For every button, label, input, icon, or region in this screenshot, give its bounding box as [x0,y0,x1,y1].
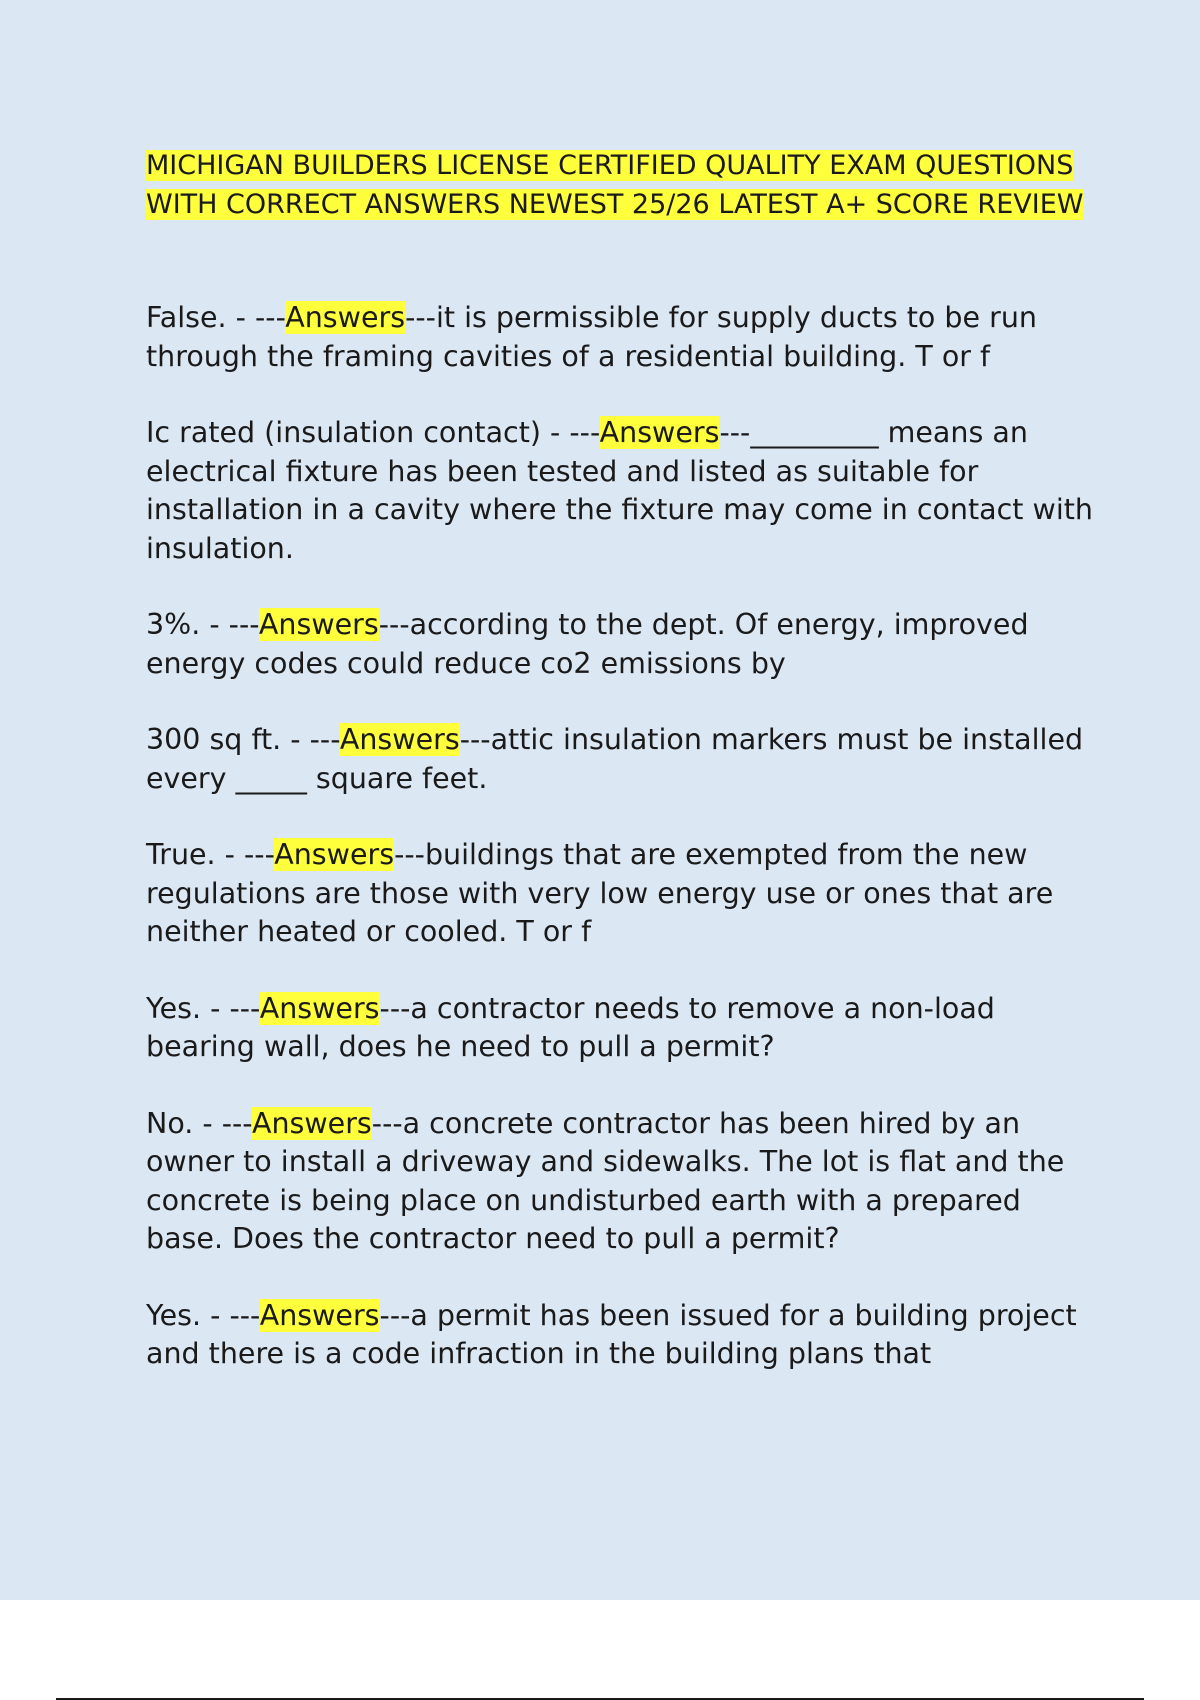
answer-text: False. [146,301,227,334]
document-title [146,146,1106,224]
separator-before: - --- [200,608,259,641]
separator-after: --- [379,991,411,1025]
answer-text: 3%. [146,608,201,641]
separator-before: - --- [226,301,286,334]
qa-item [146,990,1106,1067]
qa-item [146,299,1106,376]
question-text: buildings that are exempted from the new regulations are those with very low energy use or ones that are neither heated or cooled. T or f [146,838,1054,948]
separator-before: - --- [201,1298,260,1332]
answers-marker: Answers [285,301,406,334]
answers-marker: Answers [251,1106,372,1140]
answer-text: Yes. [146,991,202,1025]
separator-after: --- [719,416,751,449]
separator-before: - --- [541,416,600,449]
question-text: it is permissible for supply ducts to be run through the framing cavities of a residential building. T or f [146,301,1037,373]
separator-after: --- [459,723,491,756]
answers-marker: Answers [339,723,460,756]
answers-marker: Answers [274,838,395,871]
question-text: a concrete contractor has been hired by an owner to install a driveway and sidewalks. The lot is flat and the concrete is being place on undisturbed earth with a prepared base. Does the contractor need to pull a permit? [146,1106,1065,1255]
answer-text: Yes. [146,1298,202,1332]
separator-after: --- [379,1298,411,1332]
question-text: according to the dept. Of energy, improved energy codes could reduce co2 emissions by [146,608,1029,680]
question-text: a contractor needs to remove a non-load bearing wall, does he need to pull a permit? [146,991,995,1063]
answers-marker: Answers [259,991,380,1025]
separator-after: --- [371,1106,403,1140]
separator-before: - --- [281,723,340,756]
separator-after: --- [405,301,436,334]
qa-list [146,299,1106,1374]
qa-item [146,1105,1106,1259]
qa-item [146,606,1106,683]
separator-after: --- [394,838,425,871]
separator-before: - --- [215,838,275,871]
answers-marker: Answers [599,416,720,449]
question-text: _________ means an electrical fixture has been tested and listed as suitable for installation in a cavity where the fixture may come in contact with insulation. [146,416,1093,565]
title-highlight: MICHIGAN BUILDERS LICENSE CERTIFIED QUALITY EXAM QUESTIONS WITH CORRECT ANSWERS NEWEST 25/26 LATEST A+ SCORE REVIEW [146,150,1084,220]
answer-text: No. [146,1106,194,1140]
separator-after: --- [378,608,410,641]
separator-before: - --- [201,991,260,1025]
qa-item [146,721,1106,798]
answer-text: Ic rated (insulation contact) [146,416,541,449]
qa-item [146,1297,1106,1374]
qa-item [146,836,1106,952]
answers-marker: Answers [259,1298,380,1332]
qa-item [146,414,1106,568]
question-text: a permit has been issued for a building project and there is a code infraction in the building plans that [146,1298,1077,1370]
answer-text: 300 sq ft. [146,723,282,756]
answer-text: True. [146,838,216,871]
question-text: attic insulation markers must be installed every _____ square feet. [146,723,1084,795]
document-content [146,146,1106,1412]
separator-before: - --- [193,1106,252,1140]
answers-marker: Answers [258,608,379,641]
